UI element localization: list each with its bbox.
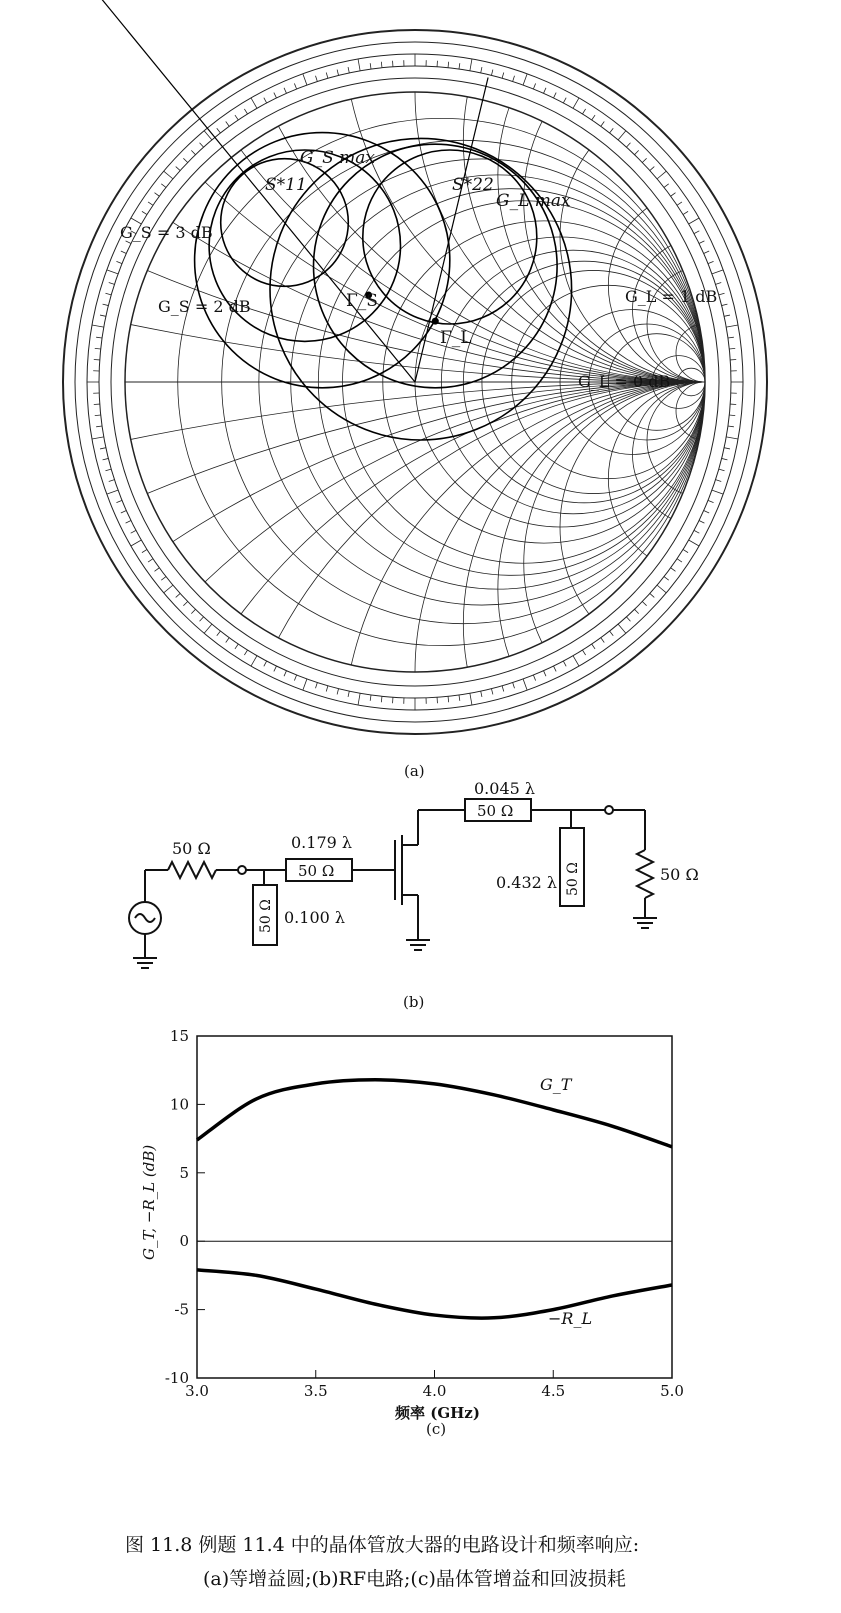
scale-tick bbox=[523, 679, 527, 690]
series-line-0 bbox=[197, 1080, 672, 1147]
gs-max-label: G_S max bbox=[300, 148, 375, 168]
scale-tick bbox=[683, 211, 688, 214]
scale-tick bbox=[610, 128, 614, 133]
scale-tick bbox=[699, 521, 704, 524]
scale-tick bbox=[204, 624, 212, 633]
scale-tick bbox=[217, 128, 221, 133]
scale-tick bbox=[142, 211, 147, 214]
scale-tick bbox=[164, 585, 173, 593]
scale-tick bbox=[337, 689, 338, 695]
gl1-circle bbox=[314, 144, 558, 388]
scale-tick bbox=[459, 695, 460, 701]
gl0-label: G_L = 0 dB bbox=[578, 372, 671, 391]
scale-tick bbox=[105, 469, 111, 471]
y-axis-label: G_T, −R_L (dB) bbox=[140, 1144, 158, 1260]
y-tick-label: 10 bbox=[169, 1095, 189, 1114]
series-line-1 bbox=[197, 1270, 672, 1318]
scale-tick bbox=[523, 74, 527, 85]
scale-tick bbox=[592, 115, 595, 120]
x-tick-label: 4.0 bbox=[422, 1382, 447, 1400]
input-series-len-label: 0.179 λ bbox=[291, 833, 353, 852]
scale-tick bbox=[722, 458, 728, 459]
gamma-l-label: Γ_L bbox=[440, 328, 472, 348]
scale-tick bbox=[370, 63, 371, 69]
scale-tick bbox=[716, 282, 722, 284]
scale-tick bbox=[448, 62, 449, 68]
x-tick-label: 5.0 bbox=[660, 1382, 684, 1400]
scale-tick bbox=[689, 218, 699, 224]
scale-tick bbox=[635, 150, 639, 154]
scale-tick bbox=[582, 650, 585, 655]
scale-tick bbox=[650, 167, 654, 171]
x-axis-label: 频率 (GHz) bbox=[395, 1404, 480, 1422]
scale-tick bbox=[191, 609, 195, 613]
reactance-arc bbox=[633, 382, 778, 527]
smith-chart bbox=[0, 0, 841, 800]
scale-tick bbox=[502, 72, 504, 78]
scale-tick bbox=[689, 540, 699, 546]
scale-tick bbox=[326, 72, 328, 78]
input-stub-line-label: 50 Ω bbox=[258, 899, 274, 933]
scale-tick bbox=[337, 70, 338, 76]
scale-tick bbox=[626, 617, 630, 621]
x-axis-ticks bbox=[185, 1370, 684, 1400]
scale-tick bbox=[712, 490, 723, 494]
source-r-label: 50 Ω bbox=[172, 839, 211, 858]
scale-tick bbox=[96, 337, 102, 338]
scale-tick bbox=[348, 691, 349, 697]
reactance-arc bbox=[608, 189, 801, 382]
subfig-b-label: (b) bbox=[403, 993, 425, 1011]
scale-tick bbox=[704, 251, 709, 253]
scale-tick bbox=[264, 661, 267, 666]
rf-circuit bbox=[0, 779, 841, 990]
scale-tick bbox=[148, 559, 153, 562]
scale-tick bbox=[533, 83, 535, 89]
scale-tick bbox=[573, 656, 579, 666]
scale-tick bbox=[96, 426, 102, 427]
scale-tick bbox=[92, 437, 104, 439]
scale-tick bbox=[664, 184, 669, 188]
scale-tick bbox=[264, 98, 267, 103]
scale-tick bbox=[728, 426, 734, 427]
scale-tick bbox=[650, 593, 654, 597]
scale-tick bbox=[274, 93, 277, 98]
scale-tick bbox=[677, 202, 682, 205]
scale-tick bbox=[381, 62, 382, 68]
output-series-line-label: 50 Ω bbox=[477, 802, 514, 820]
load-r-label: 50 Ω bbox=[660, 865, 699, 884]
scale-tick bbox=[563, 661, 566, 666]
y-tick-label: 0 bbox=[179, 1232, 189, 1251]
scale-tick bbox=[176, 167, 180, 171]
scale-tick bbox=[712, 270, 723, 274]
scale-tick bbox=[554, 93, 557, 98]
scale-tick bbox=[699, 241, 704, 244]
scale-tick bbox=[358, 693, 360, 705]
scale-tick bbox=[315, 683, 317, 689]
scale-tick bbox=[303, 74, 307, 85]
scale-tick bbox=[657, 171, 666, 179]
reactance-arc bbox=[608, 382, 801, 575]
y-tick-label: 5 bbox=[179, 1163, 189, 1182]
scale-tick bbox=[481, 67, 482, 73]
reactance-arc bbox=[524, 382, 841, 745]
scale-tick bbox=[554, 666, 557, 671]
scale-tick bbox=[642, 602, 646, 606]
gain-return-loss-chart bbox=[0, 1020, 841, 1440]
scale-tick bbox=[610, 631, 614, 636]
gamma-s-label: Γ_S bbox=[346, 291, 378, 311]
scale-tick bbox=[618, 624, 626, 633]
scale-tick bbox=[601, 121, 605, 126]
reactance-arc bbox=[633, 237, 778, 382]
scale-tick bbox=[251, 98, 257, 108]
scale-tick bbox=[294, 83, 296, 89]
scale-tick bbox=[107, 270, 118, 274]
scale-tick bbox=[103, 458, 109, 459]
gs3-label: G_S = 3 dB bbox=[120, 223, 213, 242]
reactance-arc bbox=[0, 0, 841, 382]
scale-tick bbox=[370, 695, 371, 701]
subfig-a-label: (a) bbox=[404, 762, 425, 780]
scale-tick bbox=[142, 549, 147, 552]
x-tick-label: 4.5 bbox=[541, 1382, 566, 1400]
scale-tick bbox=[148, 202, 153, 205]
scale-tick bbox=[513, 683, 515, 689]
scale-tick bbox=[126, 521, 131, 524]
scale-tick bbox=[116, 261, 122, 263]
scale-tick bbox=[694, 530, 699, 533]
reactance-arc bbox=[0, 0, 841, 382]
scale-tick bbox=[251, 656, 257, 666]
scale-tick bbox=[618, 131, 626, 140]
scale-tick bbox=[235, 644, 238, 649]
scale-tick bbox=[726, 437, 738, 439]
series-lines bbox=[197, 1080, 672, 1318]
scale-tick bbox=[582, 109, 585, 114]
gamma-l-point bbox=[432, 318, 439, 325]
scale-tick bbox=[470, 59, 472, 71]
scale-tick bbox=[726, 325, 738, 327]
scale-tick bbox=[704, 511, 709, 513]
plot-frame bbox=[197, 1036, 672, 1378]
scale-tick bbox=[719, 469, 725, 471]
scale-tick bbox=[154, 193, 159, 197]
scale-tick bbox=[95, 348, 101, 349]
scale-tick bbox=[381, 696, 382, 702]
scale-tick bbox=[105, 293, 111, 295]
scale-tick bbox=[677, 559, 682, 562]
scale-tick bbox=[183, 158, 187, 162]
scale-tick bbox=[544, 671, 546, 676]
scale-tick bbox=[348, 67, 349, 73]
figure-caption bbox=[125, 1528, 745, 1596]
scale-tick bbox=[103, 304, 109, 305]
scale-tick bbox=[728, 337, 734, 338]
scale-tick bbox=[121, 511, 126, 513]
reactance-arc bbox=[0, 0, 841, 382]
scale-tick bbox=[601, 638, 605, 643]
reactance-arc bbox=[0, 0, 841, 382]
scale-tick bbox=[95, 415, 101, 416]
scale-tick bbox=[176, 593, 180, 597]
x-tick-label: 3.0 bbox=[185, 1382, 209, 1400]
gl1-label: G_L = 1 dB bbox=[625, 287, 718, 306]
scale-tick bbox=[183, 602, 187, 606]
scale-tick bbox=[244, 650, 247, 655]
scale-tick bbox=[708, 500, 714, 502]
rl-series-label: −R_L bbox=[548, 1309, 593, 1328]
scale-tick bbox=[626, 143, 630, 147]
scale-tick bbox=[92, 325, 104, 327]
output-stub-len-label: 0.432 λ bbox=[496, 873, 558, 892]
scale-tick bbox=[154, 568, 159, 572]
scale-tick bbox=[491, 689, 492, 695]
scale-tick bbox=[161, 184, 166, 188]
scale-tick bbox=[729, 348, 735, 349]
scale-tick bbox=[683, 549, 688, 552]
scale-tick bbox=[502, 686, 504, 692]
scale-tick bbox=[513, 76, 515, 82]
gt-series-label: G_T bbox=[540, 1075, 572, 1094]
scale-tick bbox=[664, 577, 669, 581]
scale-tick bbox=[722, 304, 728, 305]
scale-tick bbox=[708, 261, 714, 263]
scale-tick bbox=[544, 88, 546, 93]
scale-tick bbox=[164, 171, 173, 179]
scale-tick bbox=[563, 98, 566, 103]
subfig-c-label: (c) bbox=[426, 1420, 447, 1438]
scale-tick bbox=[671, 568, 676, 572]
scale-tick bbox=[592, 644, 595, 649]
s11-label: S*11 bbox=[265, 175, 307, 195]
scale-tick bbox=[315, 76, 317, 82]
scale-tick bbox=[284, 671, 286, 676]
scale-tick bbox=[719, 293, 725, 295]
scale-tick bbox=[109, 282, 115, 284]
scale-tick bbox=[470, 693, 472, 705]
y-tick-label: -5 bbox=[174, 1300, 189, 1319]
source-resistor-icon bbox=[168, 862, 216, 878]
scale-tick bbox=[729, 415, 735, 416]
scale-tick bbox=[573, 98, 579, 108]
scale-tick bbox=[217, 631, 221, 636]
scale-tick bbox=[116, 500, 122, 502]
scale-tick bbox=[635, 609, 639, 613]
scale-tick bbox=[358, 59, 360, 71]
scale-tick bbox=[326, 686, 328, 692]
scale-tick bbox=[131, 540, 141, 546]
scale-tick bbox=[448, 696, 449, 702]
scale-tick bbox=[200, 617, 204, 621]
scale-tick bbox=[131, 530, 136, 533]
y-axis-ticks bbox=[165, 1027, 205, 1387]
input-series-line-label: 50 Ω bbox=[298, 862, 335, 880]
scale-tick bbox=[244, 109, 247, 114]
y-tick-label: 15 bbox=[169, 1027, 189, 1045]
scale-tick bbox=[191, 150, 195, 154]
scale-tick bbox=[107, 490, 118, 494]
scale-tick bbox=[121, 251, 126, 253]
scale-tick bbox=[694, 231, 699, 234]
output-series-len-label: 0.045 λ bbox=[474, 779, 536, 798]
load-resistor-icon bbox=[637, 850, 653, 898]
scale-tick bbox=[226, 121, 230, 126]
scale-tick bbox=[491, 70, 492, 76]
caption-line-2: (a)等增益圆;(b)RF电路;(c)晶体管增益和回波损耗 bbox=[203, 1568, 626, 1590]
scale-tick bbox=[226, 638, 230, 643]
scale-tick bbox=[657, 585, 666, 593]
scale-tick bbox=[459, 63, 460, 69]
scale-tick bbox=[200, 143, 204, 147]
output-stub-line-label: 50 Ω bbox=[565, 862, 581, 896]
x-tick-label: 3.5 bbox=[303, 1382, 328, 1400]
scale-tick bbox=[235, 115, 238, 120]
gs2-label: G_S = 2 dB bbox=[158, 297, 251, 316]
reactance-arc bbox=[524, 20, 841, 383]
gl-max-label: G_L max bbox=[496, 191, 571, 211]
scale-tick bbox=[294, 675, 296, 681]
scale-tick bbox=[284, 88, 286, 93]
scale-tick bbox=[533, 675, 535, 681]
scale-tick bbox=[724, 448, 730, 449]
scale-tick bbox=[642, 158, 646, 162]
y-tick-label: -10 bbox=[164, 1369, 189, 1387]
s22-label: S*22 bbox=[452, 175, 494, 195]
scale-tick bbox=[481, 691, 482, 697]
scale-tick bbox=[724, 315, 730, 316]
caption-line-1: 图 11.8 例题 11.4 中的晶体管放大器的电路设计和频率响应: bbox=[125, 1534, 640, 1556]
scale-tick bbox=[109, 480, 115, 482]
scale-tick bbox=[100, 448, 106, 449]
scale-tick bbox=[161, 577, 166, 581]
scale-tick bbox=[671, 193, 676, 197]
scale-tick bbox=[274, 666, 277, 671]
scale-tick bbox=[100, 315, 106, 316]
input-stub-len-label: 0.100 λ bbox=[284, 908, 346, 927]
scale-tick bbox=[716, 480, 722, 482]
scale-tick bbox=[303, 679, 307, 690]
